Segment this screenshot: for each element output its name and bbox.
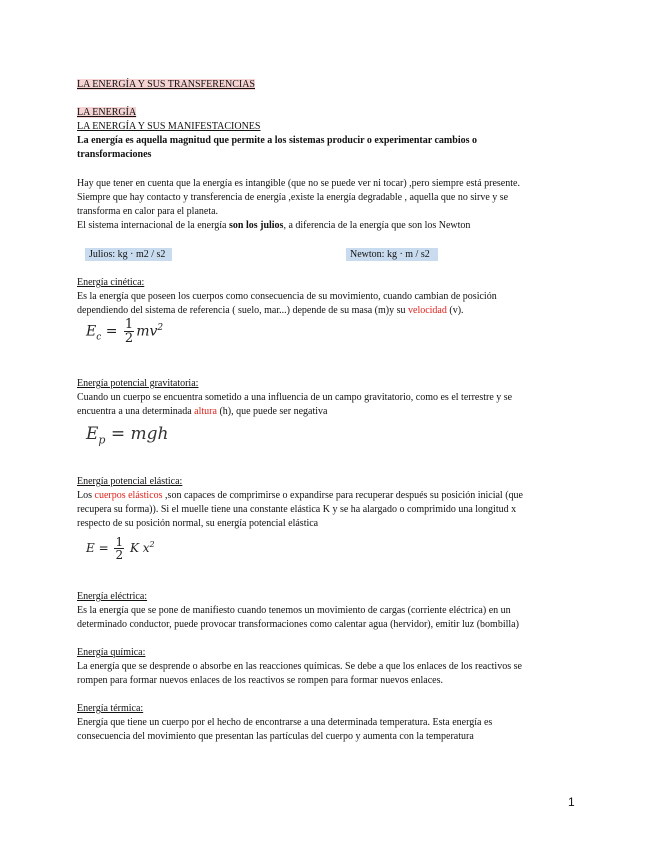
gravitational-formula: $E_p$ = mgh xyxy=(86,424,169,447)
kinetic-line-1: Es la energía que poseen los cuerpos como consecuencia de su movimiento, cuando cambian de posición xyxy=(77,291,497,302)
elastic-formula: E = $\frac{1}{2}$ K $x^2$ xyxy=(86,535,155,562)
electric-line-1: Es la energía que se pone de manifiesto cuando tenemos un movimiento de cargas (corriente eléctrica) en un xyxy=(77,605,511,616)
definition-line-2: transformaciones xyxy=(77,149,152,160)
elastic-line-2: recupera su forma)). Si el muelle tiene una constante elástica K y se ha alargado o comprimido una longitud x xyxy=(77,504,517,515)
chemical-line-2: rompen para formar nuevos enlaces de los reactivos se rompen para formar nuevos enlaces. xyxy=(77,675,443,686)
definition-line-1: La energía es aquella magnitud que permite a los sistemas producir o experimentar cambios o xyxy=(77,135,477,146)
subsection-heading: LA ENERGÍA Y SUS MANIFESTACIONES xyxy=(77,121,261,132)
si-unit-line: El sistema internacional de la energía son los julios, a diferencia de la energía que son los Newton xyxy=(77,220,471,231)
gravitational-line-2: encuentra a una determinada altura (h), que puede ser negativa xyxy=(77,406,328,417)
kinetic-line-2: dependiendo del sistema de referencia ( suelo, mar...) depende de su masa (m)y su velocidad (v). xyxy=(77,305,464,316)
thermal-line-1: Energía que tiene un cuerpo por el hecho de encontrarse a una determinada temperatura. Esta energía es xyxy=(77,717,493,728)
section-heading: LA ENERGÍA xyxy=(77,107,137,118)
elastic-line-1: Los cuerpos elásticos ,son capaces de comprimirse o expandirse para recuperar después su posición inicial (que xyxy=(77,490,523,501)
gravitational-heading: Energía potencial gravitatoria: xyxy=(77,378,199,389)
kinetic-formula: $E_c$ = $\frac{1}{2}$ $mv^2$ xyxy=(86,317,164,346)
intro-line-2: Siempre que hay contacto y transferencia de energía ,existe la energía degradable , aquella que no sirve y se xyxy=(77,192,509,203)
units-newton-box: Newton: kg · m / s2 xyxy=(346,248,438,261)
gravitational-line-1: Cuando un cuerpo se encuentra sometido a una influencia de un campo gravitatorio, como es el terrestre y se xyxy=(77,392,513,403)
electric-heading: Energía eléctrica: xyxy=(77,591,148,602)
elastic-heading: Energía potencial elástica: xyxy=(77,476,183,487)
page-number: 1 xyxy=(568,795,575,809)
thermal-heading: Energía térmica: xyxy=(77,703,144,714)
document-title: LA ENERGÍA Y SUS TRANSFERENCIAS xyxy=(77,79,255,90)
intro-line-1: Hay que tener en cuenta que la energía es intangible (que no se puede ver ni tocar) ,pero siempre está presente. xyxy=(77,178,520,189)
units-julios-box: Julios: kg · m2 / s2 xyxy=(85,248,172,261)
chemical-heading: Energía química: xyxy=(77,647,146,658)
electric-line-2: determinado conductor, puede provocar transformaciones como calentar agua (hervidor), emitir luz (bombilla) xyxy=(77,619,519,630)
elastic-line-3: respecto de su posición normal, su energía potencial elástica xyxy=(77,518,319,529)
chemical-line-1: La energía que se desprende o absorbe en las reacciones químicas. Se debe a que los enlaces de los reactivos se xyxy=(77,661,522,672)
intro-line-3: transforma en calor para el planeta. xyxy=(77,206,219,217)
thermal-line-2: consecuencia del movimiento que presentan las partículas del cuerpo y aumenta con la temperatura xyxy=(77,731,474,742)
kinetic-heading: Energía cinética: xyxy=(77,277,145,288)
